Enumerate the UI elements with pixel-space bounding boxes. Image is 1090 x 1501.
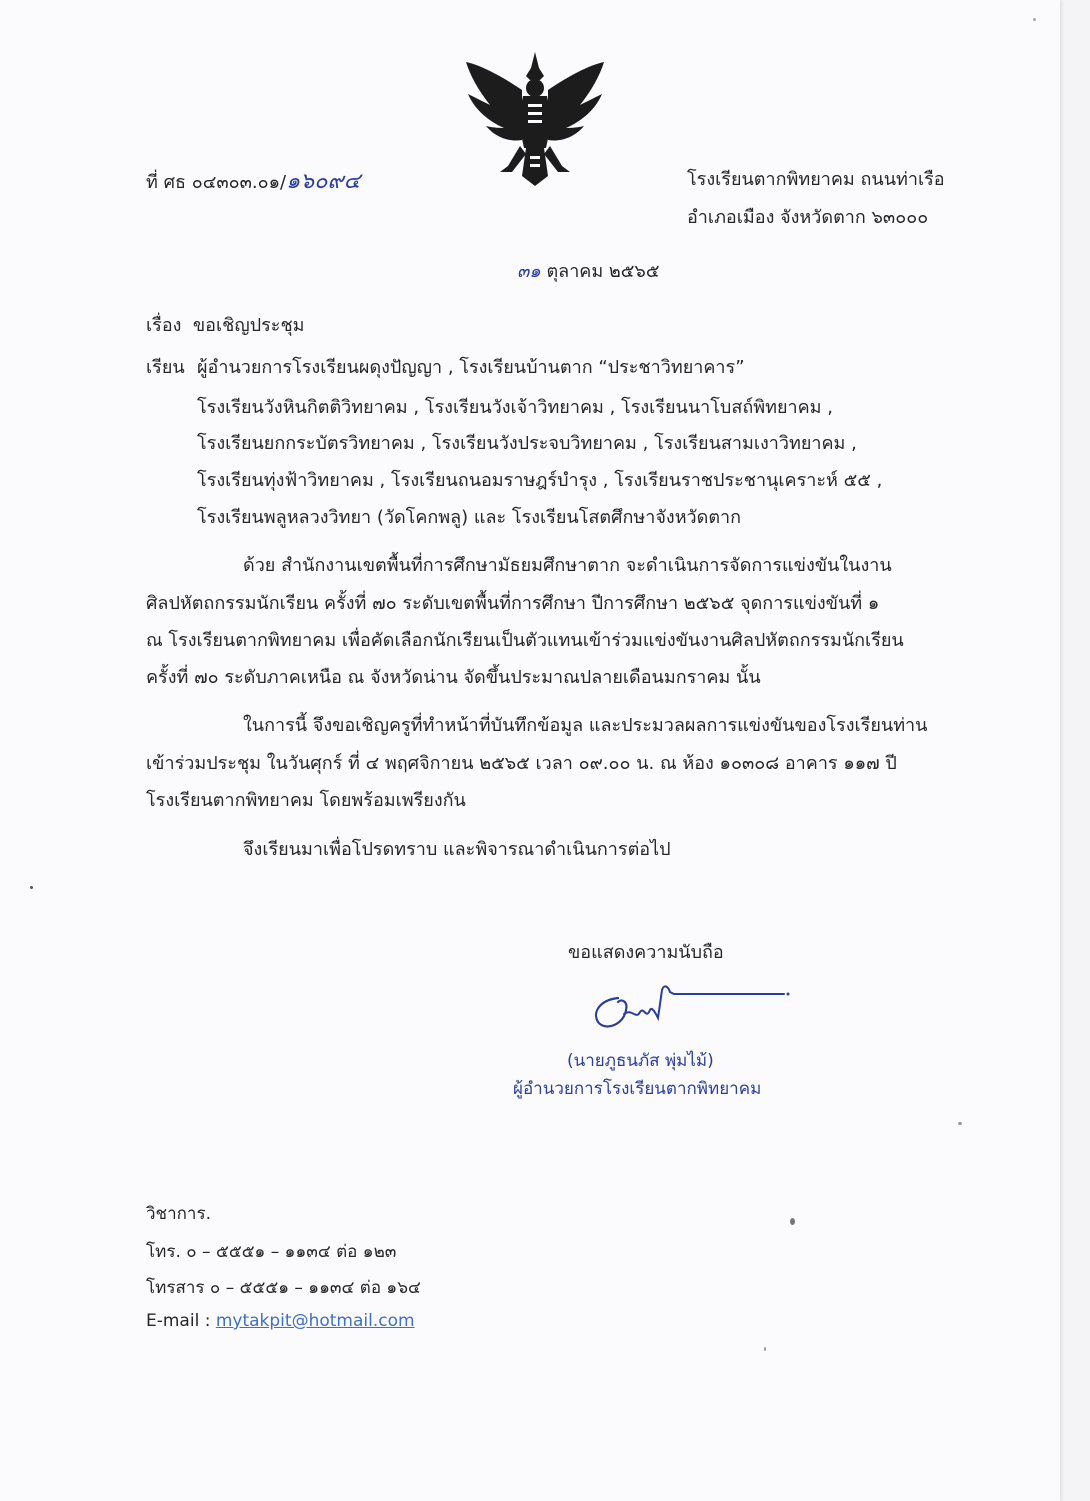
closing-salutation: ขอแสดงความนับถือ <box>568 942 724 963</box>
body-paragraph-2-line: ในการนี้ จึงขอเชิญครูที่ทำหน้าที่บันทึกข้อมูล และประมวลผลการแข่งขันของโรงเรียนท่าน <box>243 715 928 736</box>
scan-speck <box>1033 18 1036 21</box>
scan-speck <box>790 1218 795 1225</box>
reference-prefix: ที่ ศธ ๐๔๓๐๓.๐๑/ <box>146 172 287 193</box>
footer-email-link[interactable]: mytakpit@hotmail.com <box>215 1311 415 1331</box>
signer-name: (นายภูธนภัส พุ่มไม้) <box>567 1051 714 1071</box>
scan-speck <box>30 886 33 889</box>
subject-label: เรื่อง <box>146 315 182 336</box>
reference-number-handwritten: ๑๖๐๙๔ <box>286 169 361 194</box>
reference-line <box>146 163 360 198</box>
recipient-label: เรียน <box>146 357 185 378</box>
body-paragraph-1-line: ศิลปหัตถกรรมนักเรียน ครั้งที่ ๗๐ ระดับเขตพื้นที่การศึกษา ปีการศึกษา ๒๕๖๕ จุดการแข่งขันที่ ๑ <box>146 593 880 614</box>
footer-phone: โทร. ๐ – ๕๕๕๑ – ๑๑๓๔ ต่อ ๑๒๓ <box>146 1242 397 1262</box>
body-paragraph-3: จึงเรียนมาเพื่อโปรดทราบ และพิจารณาดำเนินการต่อไป <box>243 839 671 860</box>
date-line <box>517 256 659 285</box>
footer-department: วิชาการ. <box>146 1204 212 1224</box>
address-line-1: โรงเรียนตากพิทยาคม ถนนท่าเรือ <box>687 169 945 190</box>
body-paragraph-1-line: ณ โรงเรียนตากพิทยาคม เพื่อคัดเลือกนักเรียนเป็นตัวแทนเข้าร่วมแข่งขันงานศิลปหัตถกรรมนักเรียน <box>146 630 904 651</box>
recipient-line: โรงเรียนพลูหลวงวิทยา (วัดโคกพลู) และ โรงเรียนโสตศึกษาจังหวัดตาก <box>197 507 742 528</box>
signature-mark <box>588 980 798 1040</box>
footer-fax: โทรสาร ๐ – ๕๕๕๑ – ๑๑๓๔ ต่อ ๑๖๔ <box>146 1278 421 1298</box>
address-line-2: อำเภอเมือง จังหวัดตาก ๖๓๐๐๐ <box>687 207 929 228</box>
recipient-line: โรงเรียนทุ่งฟ้าวิทยาคม , โรงเรียนถนอมราษฎร์บำรุง , โรงเรียนราชประชานุเคราะห์ ๕๕ , <box>197 470 883 491</box>
body-paragraph-1-line: ครั้งที่ ๗๐ ระดับภาคเหนือ ณ จังหวัดน่าน จัดขึ้นประมาณปลายเดือนมกราคม นั้น <box>146 667 761 688</box>
body-paragraph-1-line: ด้วย สำนักงานเขตพื้นที่การศึกษามัธยมศึกษาตาก จะดำเนินการจัดการแข่งขันในงาน <box>243 555 892 576</box>
subject-line <box>146 310 305 339</box>
signer-title: ผู้อำนวยการโรงเรียนตากพิทยาคม <box>513 1079 762 1099</box>
recipient-line: โรงเรียนวังหินกิตติวิทยาคม , โรงเรียนวังเจ้าวิทยาคม , โรงเรียนนาโบสถ์พิทยาคม , <box>197 397 833 418</box>
garuda-emblem <box>460 50 610 190</box>
date-day-handwritten: ๓๑ <box>517 261 541 282</box>
recipient-line: ผู้อำนวยการโรงเรียนผดุงปัญญา , โรงเรียนบ้านตาก “ประชาวิทยาคาร” <box>197 357 745 378</box>
body-paragraph-2-line: โรงเรียนตากพิทยาคม โดยพร้อมเพรียงกัน <box>146 790 466 811</box>
body-paragraph-2-line: เข้าร่วมประชุม ในวันศุกร์ ที่ ๔ พฤศจิกายน ๒๕๖๕ เวลา ๐๙.๐๐ น. ณ ห้อง ๑๐๓๐๘ อาคาร ๑๑๗ ปี <box>146 753 897 774</box>
date-month-year: ตุลาคม ๒๕๖๕ <box>546 261 660 282</box>
recipient-line: โรงเรียนยกกระบัตรวิทยาคม , โรงเรียนวังประจบวิทยาคม , โรงเรียนสามเงาวิทยาคม , <box>197 433 857 454</box>
footer-email-line <box>146 1311 415 1331</box>
subject-text: ขอเชิญประชุม <box>192 315 305 336</box>
scan-speck <box>958 1122 962 1125</box>
footer-email-label: E-mail : <box>146 1311 216 1331</box>
scan-speck <box>764 1347 766 1351</box>
